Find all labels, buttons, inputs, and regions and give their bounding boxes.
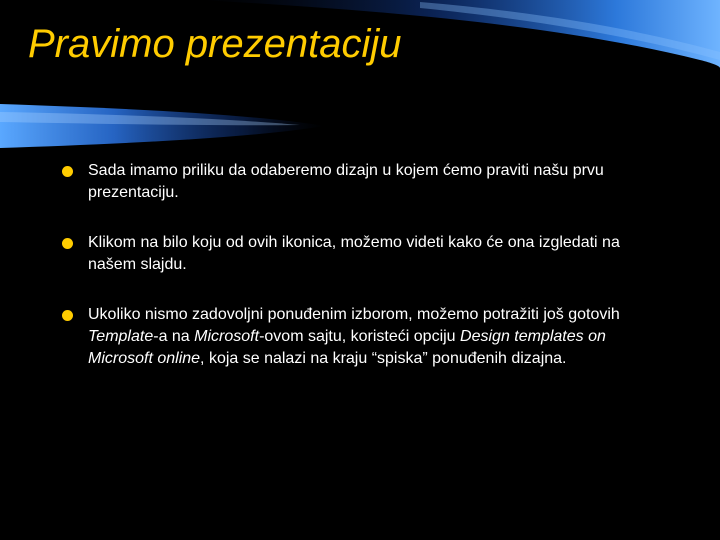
bullet-text-segment: Ukoliko nismo zadovoljni ponuđenim izborom, možemo potražiti još gotovih: [88, 306, 620, 323]
bullet-text: [88, 234, 620, 273]
bullet-text-italic: Template: [88, 328, 154, 345]
bullet-dot-icon: [62, 166, 73, 177]
bullet-item: [62, 304, 652, 370]
slide-title: Pravimo prezentaciju: [28, 22, 402, 66]
bullet-text-segment: -ovom sajtu, koristeći opciju: [259, 328, 461, 345]
bullet-text-italic: Microsoft: [194, 328, 260, 345]
bullet-text: [88, 162, 604, 201]
bullet-text-segment: , koja se nalazi na kraju “spiska” ponuđenih dizajna.: [200, 350, 567, 367]
bullet-dot-icon: [62, 310, 73, 321]
bullet-item: [62, 232, 652, 276]
bullet-item: [62, 160, 652, 204]
bullet-text-italic: Design templates on Microsoft online: [88, 328, 606, 367]
bullet-dot-icon: [62, 238, 73, 249]
bullet-list: [62, 160, 652, 398]
bullet-text: [88, 306, 620, 367]
bullet-text-segment: Sada imamo priliku da odaberemo dizajn u kojem ćemo praviti našu prvu prezentaciju.: [88, 162, 604, 201]
bullet-text-segment: -a na: [153, 328, 195, 345]
bullet-text-segment: Klikom na bilo koju od ovih ikonica, možemo videti kako će ona izgledati na našem slajdu.: [88, 234, 620, 273]
bottom-swoosh-shape: [0, 104, 325, 148]
